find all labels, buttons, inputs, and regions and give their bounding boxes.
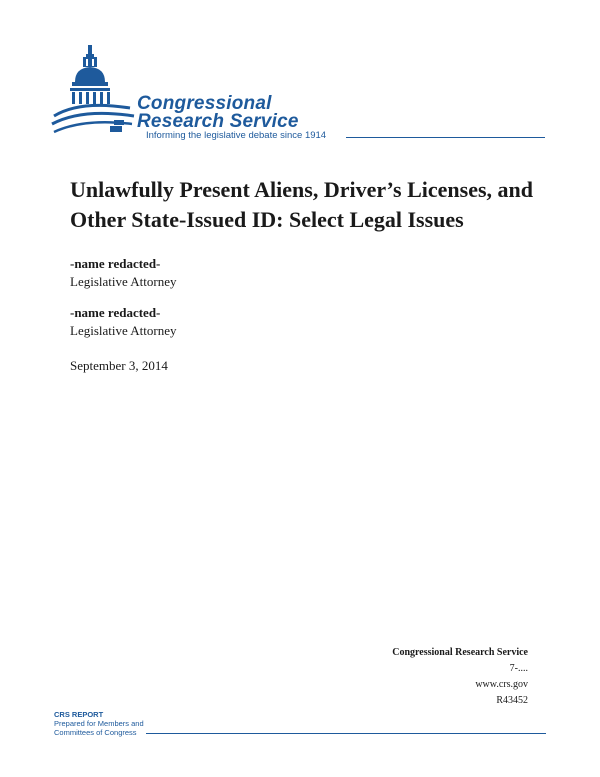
author-role: Legislative Attorney (70, 323, 177, 338)
capitol-dome-icon (50, 42, 140, 142)
logo-title-line2: Research Service (137, 111, 299, 132)
crs-logo (50, 42, 550, 147)
contact-phone: 7-.... (509, 663, 528, 674)
report-title: Unlawfully Present Aliens, Driver’s Licenses, and Other State-Issued ID: Select Legal Issues (70, 177, 533, 232)
author-block (70, 255, 177, 291)
author-name: -name redacted- (70, 305, 161, 320)
logo-title-line1: Congressional (137, 93, 272, 114)
footer-divider (146, 733, 546, 734)
author-role: Legislative Attorney (70, 274, 177, 289)
contact-org: Congressional Research Service (392, 647, 528, 658)
logo-divider (346, 137, 545, 138)
logo-tagline: Informing the legislative debate since 1914 (146, 130, 327, 141)
contact-website[interactable]: www.crs.gov (475, 679, 528, 690)
contact-block (392, 645, 528, 709)
report-date: September 3, 2014 (70, 358, 168, 373)
crs-report-footer (54, 710, 546, 740)
author-block (70, 304, 177, 340)
footer-prepared-for: Prepared for Members and (54, 719, 144, 728)
footer-crs-report: CRS REPORT (54, 710, 104, 719)
footer-committees: Committees of Congress (54, 728, 137, 737)
report-number: R43452 (496, 695, 528, 706)
author-name: -name redacted- (70, 256, 161, 271)
